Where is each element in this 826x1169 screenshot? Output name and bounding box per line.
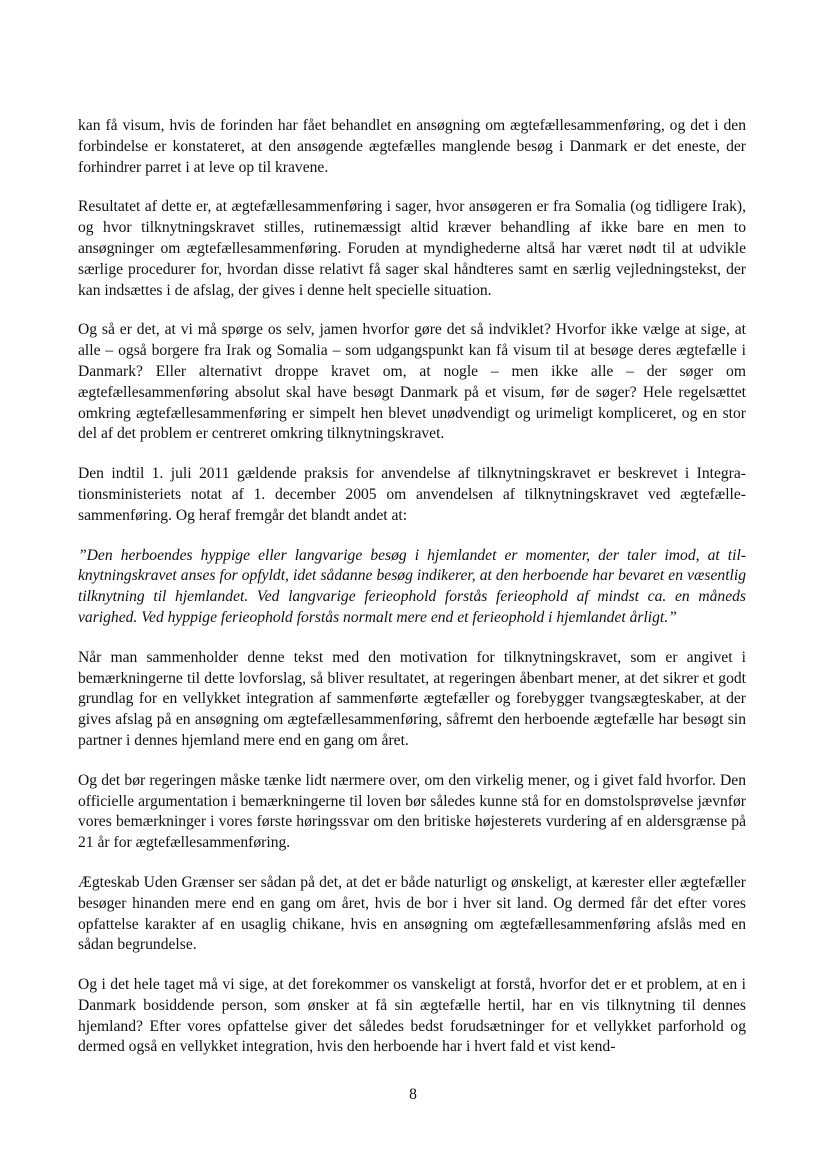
body-text	[78, 116, 746, 1077]
paragraph: kan få visum, hvis de forinden har fået behandlet en ansøgning om ægtefællesammenføring, og det i den forbindelse er konstateret, at den ansøgende ægtefælles manglende besøg i Danmark er det eneste, der forhindrer parret i at leve op til kravene.	[78, 117, 746, 176]
paragraph: Og så er det, at vi må spørge os selv, jamen hvorfor gøre det så indviklet? Hvorfor ikke vælge at sige, at alle – også borgere fra Irak og Somalia – som udgangspunkt kan få visum til at besøge deres ægtefælle i Danmark? Eller alternativt droppe kravet om, at nogle – men ikke alle – der søger om ægtefællesammenføring absolut skal have besøgt Danmark på et visum, før de søger? Hele regelsættet omkring ægtefællesammenføring er simpelt hen blevet unødvendigt og urimeligt kompliceret, og en stor del af det problem er centreret omkring tilknytningskravet.	[78, 321, 746, 443]
paragraph: Og det bør regeringen måske tænke lidt nærmere over, om den virkelig mener, og i givet fald hvorfor. Den officielle argumentation i bemærkningerne til loven bør således kunne stå for en domstolsprøvelse jævnfør vores bemærkninger i vores første høringssvar om den britiske højesterets vurdering af en aldersgrænse på 21 år for ægtefællesammenføring.	[78, 771, 746, 852]
paragraph: Resultatet af dette er, at ægtefællesammenføring i sager, hvor ansøgeren er fra Somalia (og tidligere Irak), og hvor tilknytningskravet stilles, rutinemæssigt altid kræver behandling af ikke bare en men to ansøgninger om ægtefællesammenføring. Foruden at myndighederne altså har været nødt til at udvikle særlige procedurer for, hvordan disse relativt få sager skal håndteres samt en særlig vejledningstekst, der kan indsættes i de afslag, der gives i denne helt specielle situation.	[78, 198, 746, 299]
page-number: 8	[409, 1086, 417, 1103]
paragraph: Når man sammenholder denne tekst med den motivation for tilknytningskravet, som er angivet i bemærkningerne til dette lovforslag, så bliver resultatet, at regeringen åbenbart mener, at det sikrer et godt grundlag for en vellykket integration af sammenførte ægtefæller og forebygger tvangsægteskaber, at der gives afslag på en ansøgning om ægtefællesammenføring, såfremt den herboende ægtefælle har besøgt sin partner i dennes hjemland mere end en gang om året.	[78, 648, 746, 749]
paragraph: Og i det hele taget må vi sige, at det forekommer os vanskeligt at forstå, hvorfor det er et problem, at en i Danmark bosiddende person, som ønsker at få sin ægtefælle hertil, har en vis tilknytning til dennes hjemland? Efter vores opfattelse giver det således bedst forudsætninger for et vellykket parforhold og dermed også en vellykket integration, hvis den herboende har i hvert fald et vist kend-	[78, 976, 746, 1056]
quoted-paragraph: ”Den herboendes hyppige eller langvarige besøg i hjemlandet er momenter, der taler imod, at tilknytningskravet anses for opfyldt, idet sådanne besøg indikerer, at den herboende har bevaret en væsentlig tilknytning til hjemlandet. Ved langvarige ferieophold forstås ferieophold af mindst ca. en måneds varighed. Ved hyppige ferieophold forstås normalt mere end et ferieophold i hjemlandet årligt.”	[78, 546, 746, 626]
paragraph: Ægteskab Uden Grænser ser sådan på det, at det er både naturligt og ønskeligt, at kærester eller ægtefæller besøger hinanden mere end en gang om året, hvis de bor i hver sit land. Og dermed får det efter vores opfattelse karakter af en usaglig chikane, hvis en ansøgning om ægtefællesammenføring afslås med en sådan begrundelse.	[78, 873, 746, 954]
paragraph: Den indtil 1. juli 2011 gældende praksis for anvendelse af tilknytningskravet er beskrevet i Integrationsministeriets notat af 1. december 2005 om anvendelsen af tilknytningskravet ved ægtefællesammenføring. Og heraf fremgår det blandt andet at:	[78, 465, 746, 524]
